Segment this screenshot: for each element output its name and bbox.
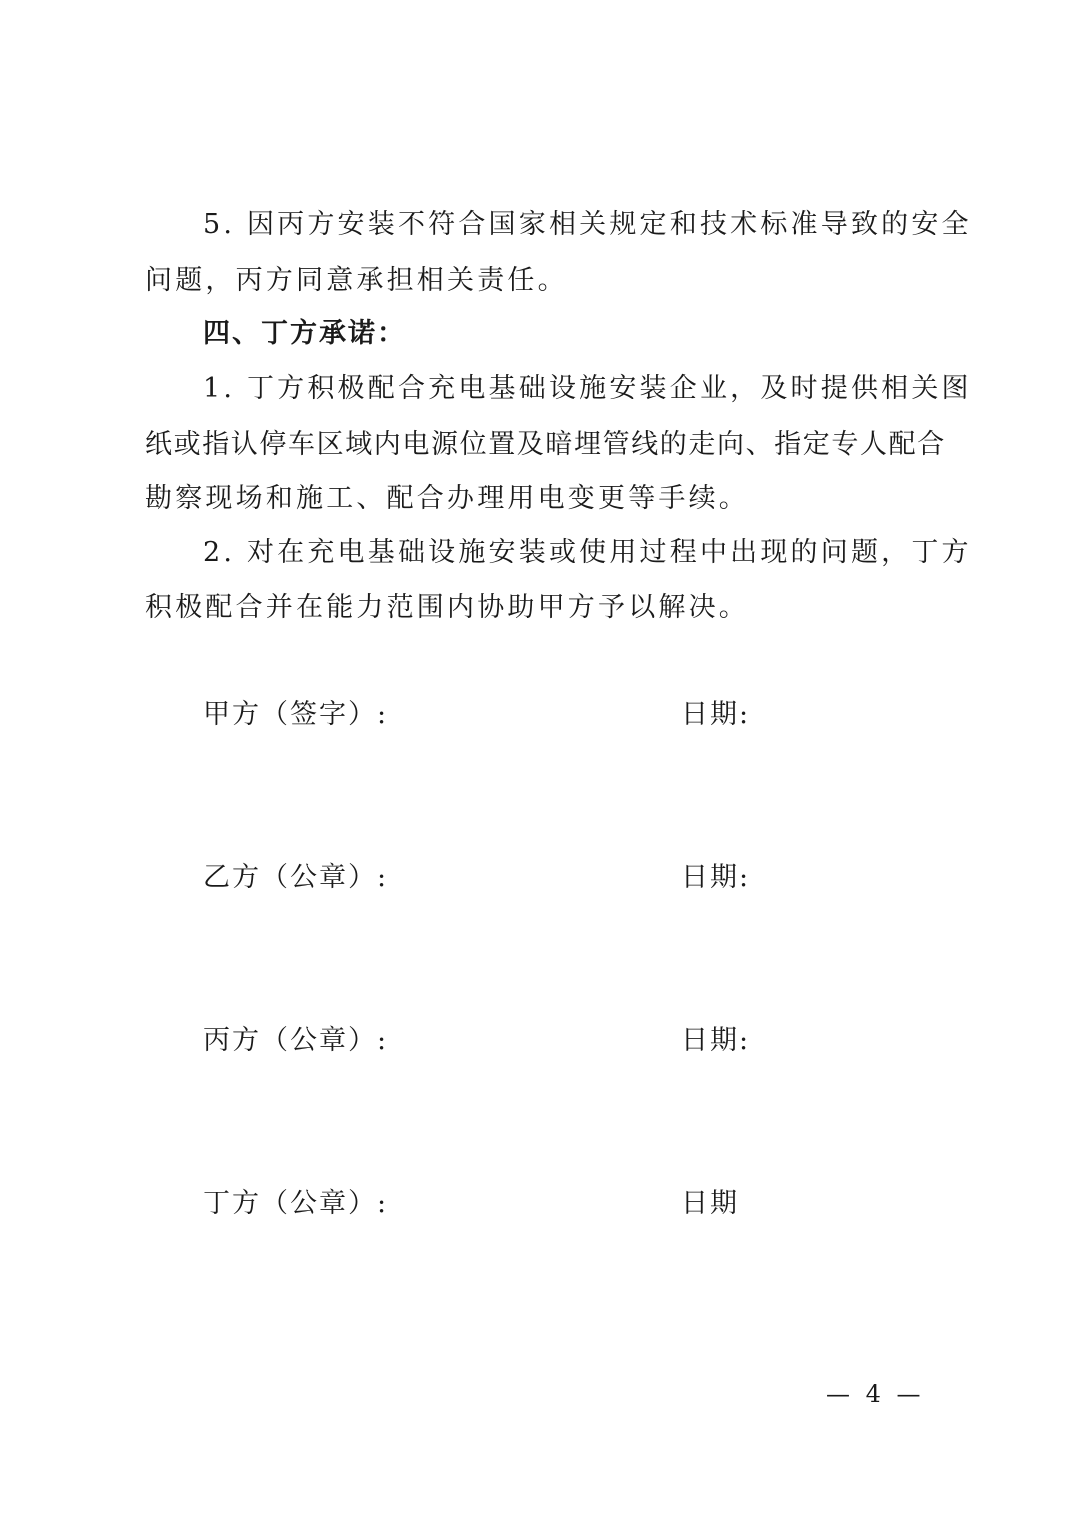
signature-date-a: 日期: xyxy=(681,699,751,730)
item2-line1: 2. 对在充电基础设施安装或使用过程中出现的问题，丁方 xyxy=(203,537,972,568)
signature-party-c: 丙方（公章）: xyxy=(203,1025,389,1056)
signature-date-b: 日期: xyxy=(681,862,751,893)
signature-party-d: 丁方（公章）: xyxy=(203,1188,389,1219)
signature-party-a: 甲方（签字）: xyxy=(203,699,389,730)
signature-date-d: 日期 xyxy=(681,1188,739,1219)
signature-date-c: 日期: xyxy=(681,1025,751,1056)
item1-line3: 勘察现场和施工、配合办理用电变更等手续。 xyxy=(145,483,749,514)
item5-line2: 问题，丙方同意承担相关责任。 xyxy=(145,265,568,296)
item5-line1: 5. 因丙方安装不符合国家相关规定和技术标准导致的安全 xyxy=(203,209,972,240)
page-number: — 4 — xyxy=(826,1380,925,1408)
item1-line1: 1. 丁方积极配合充电基础设施安装企业，及时提供相关图 xyxy=(203,373,972,404)
section-heading: 四、丁方承诺： xyxy=(203,318,406,349)
signature-party-b: 乙方（公章）: xyxy=(203,862,389,893)
item1-line2: 纸或指认停车区域内电源位置及暗埋管线的走向、指定专人配合 xyxy=(145,429,946,460)
item2-line2: 积极配合并在能力范围内协助甲方予以解决。 xyxy=(145,592,749,623)
